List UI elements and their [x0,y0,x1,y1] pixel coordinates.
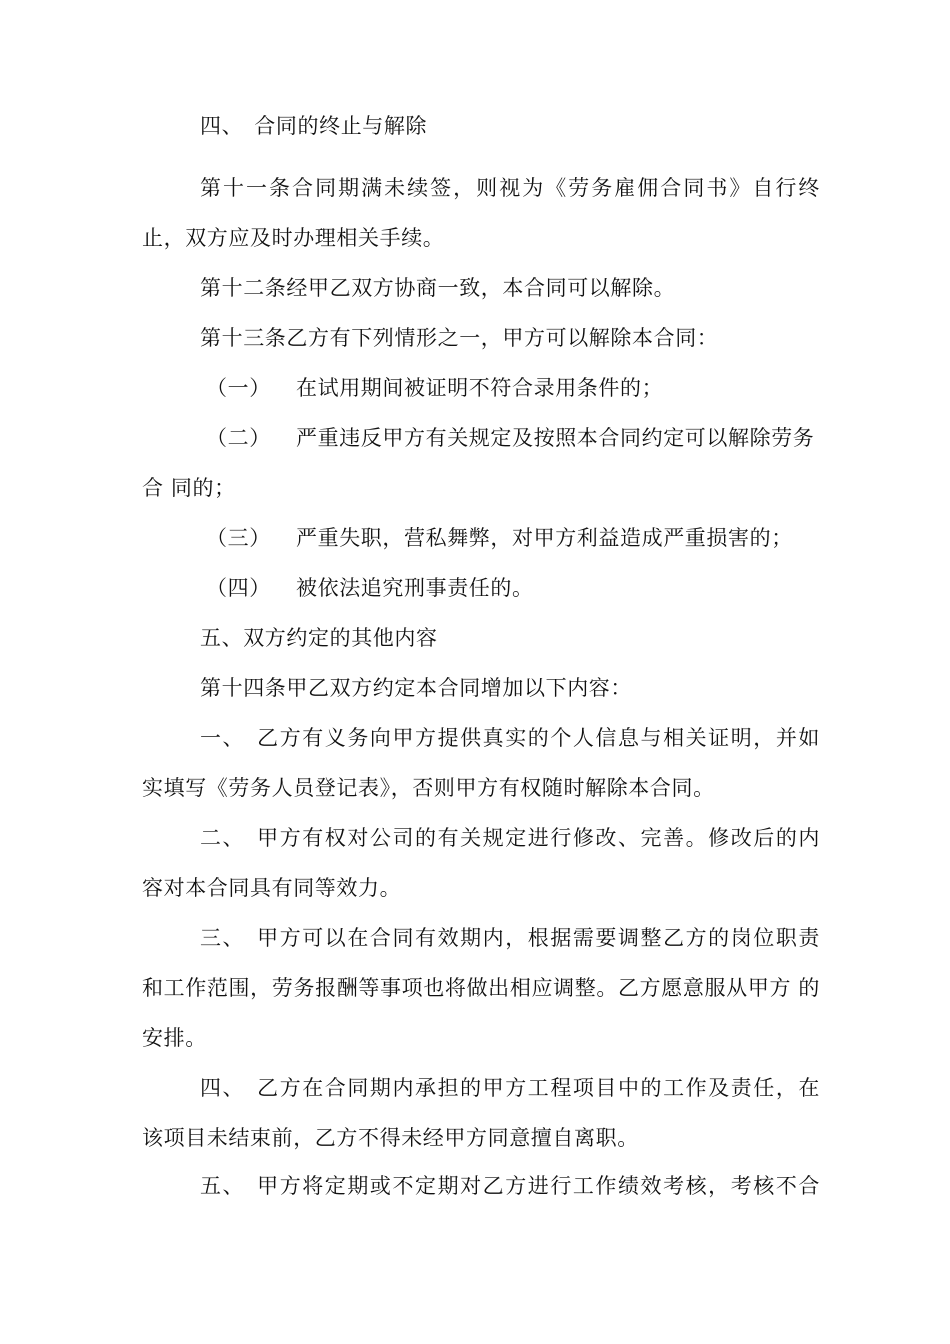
item-2-line-1: 二、 甲方有权对公司的有关规定进行修改、完善。修改后的内 [200,826,820,850]
section-heading-5: 五、双方约定的其他内容 [200,626,438,650]
clause-2-text-line-2: 合 同的； [142,476,236,500]
item-5-line-1: 五、 甲方将定期或不定期对乙方进行工作绩效考核，考核不合 [200,1174,820,1198]
clause-3-number: （三） [206,526,271,550]
article-11-line-2: 止，双方应及时办理相关手续。 [142,226,445,250]
clause-4-text: 被依法追究刑事责任的。 [296,576,534,600]
article-14: 第十四条甲乙双方约定本合同增加以下内容： [200,676,632,700]
article-11-line-1: 第十一条合同期满未续签，则视为《劳务雇佣合同书》自行终 [200,176,820,200]
item-4-line-1: 四、 乙方在合同期内承担的甲方工程项目中的工作及责任，在 [200,1076,820,1100]
clause-1-text: 在试用期间被证明不符合录用条件的； [296,376,664,400]
item-2-line-2: 容对本合同具有同等效力。 [142,876,402,900]
article-13: 第十三条乙方有下列情形之一，甲方可以解除本合同： [200,326,719,350]
item-1-line-2: 实填写《劳务人员登记表》，否则甲方有权随时解除本合同。 [142,776,715,800]
item-4-line-2: 该项目未结束前，乙方不得未经甲方同意擅自离职。 [142,1126,639,1150]
section-heading-4: 四、 合同的终止与解除 [200,114,428,138]
item-3-line-2: 和工作范围，劳务报酬等事项也将做出相应调整。乙方愿意服从甲方 的 [142,976,820,1000]
article-12: 第十二条经甲乙双方协商一致，本合同可以解除。 [200,276,676,300]
item-1-line-1: 一、 乙方有义务向甲方提供真实的个人信息与相关证明，并如 [200,726,820,750]
clause-2-text-line-1: 严重违反甲方有关规定及按照本合同约定可以解除劳务 [296,426,815,450]
item-3-line-1: 三、 甲方可以在合同有效期内，根据需要调整乙方的岗位职责 [200,926,820,950]
clause-3-text: 严重失职，营私舞弊，对甲方利益造成严重损害的； [296,526,793,550]
item-3-line-3: 安排。 [142,1026,207,1050]
clause-4-number: （四） [206,576,271,600]
clause-1-number: （一） [206,376,271,400]
clause-2-number: （二） [206,426,271,450]
